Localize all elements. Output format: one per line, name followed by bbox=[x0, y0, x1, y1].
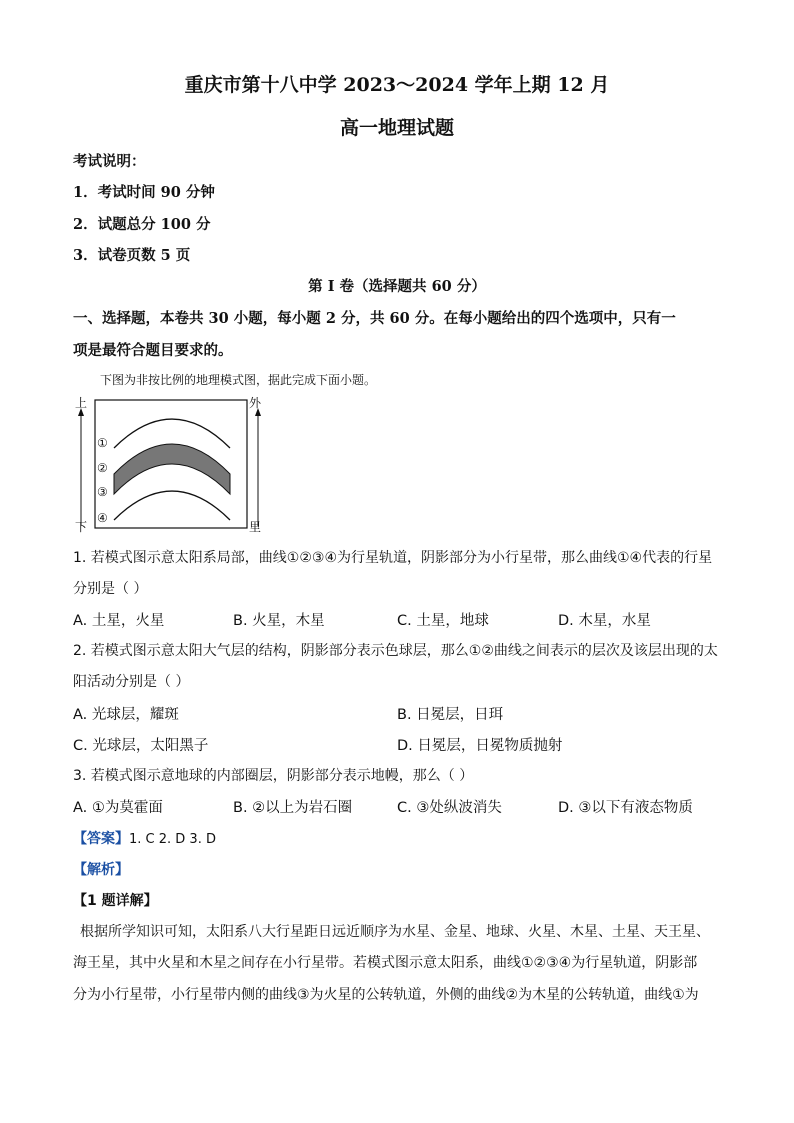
question-1-stem: 分别是（ ） bbox=[73, 581, 148, 597]
answer-row bbox=[73, 828, 216, 848]
label-bottom-right: 里 bbox=[249, 520, 262, 534]
exam-info-item: 2．试题总分 100 分 bbox=[73, 216, 211, 233]
question-3-stem: 3. 若模式图示意地球的内部圈层，阴影部分表示地幔，那么（ ） bbox=[73, 768, 474, 784]
curve-label-4: ④ bbox=[97, 511, 108, 525]
exam-title: 重庆市第十八中学 2023～2024 学年上期 12 月 bbox=[184, 74, 610, 96]
label-bottom-left: 下 bbox=[75, 520, 88, 534]
question-3-option-c[interactable]: C. ③处纵波消失 bbox=[397, 800, 502, 816]
question-1-option-a[interactable]: A. 土星，火星 bbox=[73, 613, 165, 629]
curve-label-3: ③ bbox=[97, 485, 108, 499]
exam-info-heading: 考试说明： bbox=[73, 153, 146, 170]
analysis-label: 【解析】 bbox=[73, 862, 129, 878]
exam-subtitle: 高一地理试题 bbox=[339, 117, 454, 139]
question-1-option-c[interactable]: C. 土星，地球 bbox=[397, 613, 489, 629]
question-3-option-a[interactable]: A. ①为莫霍面 bbox=[73, 800, 163, 816]
analysis-text-line: 海王星，其中火星和木星之间存在小行星带。若模式图示意太阳系，曲线①②③④为行星轨道，阴影部 bbox=[73, 955, 698, 971]
question-1-option-b[interactable]: B. 火星，木星 bbox=[233, 613, 325, 629]
question-1-option-d[interactable]: D. 木星，水星 bbox=[558, 613, 651, 629]
curve-label-2: ② bbox=[97, 461, 108, 475]
label-top-left: 上 bbox=[75, 396, 88, 410]
geography-model-figure bbox=[72, 398, 262, 532]
answer-content: 1. C 2. D 3. D bbox=[129, 832, 216, 847]
section-instruction: 一、选择题，本卷共 30 小题，每小题 2 分，共 60 分。在每小题给出的四个选项中，只有一 bbox=[73, 310, 676, 327]
shaded-band bbox=[114, 444, 230, 494]
curve-4 bbox=[114, 491, 230, 520]
question-2-option-b[interactable]: B. 日冕层，日珥 bbox=[397, 707, 504, 723]
figure-intro: 下图为非按比例的地理模式图，据此完成下面小题。 bbox=[100, 373, 377, 387]
question-2-option-c[interactable]: C. 光球层，太阳黑子 bbox=[73, 738, 209, 754]
exam-info-item: 1．考试时间 90 分钟 bbox=[73, 184, 215, 201]
question-2-option-d[interactable]: D. 日冕层，日冕物质抛射 bbox=[397, 738, 563, 754]
answer-label: 【答案】 bbox=[73, 831, 129, 847]
question-3-option-d[interactable]: D. ③以下有液态物质 bbox=[558, 800, 693, 816]
question-2-option-a[interactable]: A. 光球层，耀斑 bbox=[73, 707, 179, 723]
exam-info-item: 3．试卷页数 5 页 bbox=[73, 247, 191, 264]
question-1-stem: 1. 若模式图示意太阳系局部，曲线①②③④为行星轨道，阴影部分为小行星带，那么曲线①④代表的行星 bbox=[73, 550, 713, 566]
analysis-text-line: 分为小行星带，小行星带内侧的曲线③为火星的公转轨道，外侧的曲线②为木星的公转轨道，曲线①为 bbox=[73, 987, 699, 1003]
section-instruction: 项是最符合题目要求的。 bbox=[73, 342, 233, 359]
analysis-text-line: 根据所学知识可知，太阳系八大行星距日远近顺序为水星、金星、地球、火星、木星、土星、天王星、 bbox=[80, 924, 710, 940]
question-2-stem: 阳活动分别是（ ） bbox=[73, 674, 190, 690]
section-heading: 第 I 卷（选择题共 60 分） bbox=[308, 278, 486, 295]
label-top-right: 外 bbox=[249, 396, 262, 410]
question-2-stem: 2. 若模式图示意太阳大气层的结构，阴影部分表示色球层，那么①②曲线之间表示的层次及该层出现的太 bbox=[73, 643, 718, 659]
curve-label-1: ① bbox=[97, 436, 108, 450]
question-3-option-b[interactable]: B. ②以上为岩石圈 bbox=[233, 800, 353, 816]
analysis-sub-label: 【1 题详解】 bbox=[73, 893, 158, 909]
